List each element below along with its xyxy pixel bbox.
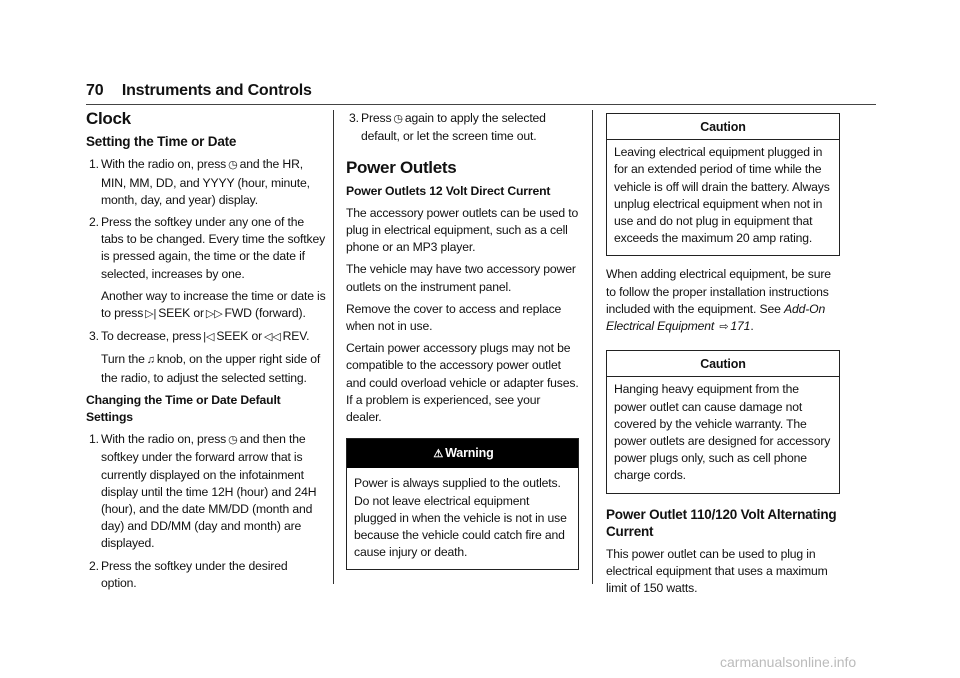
header-rule	[86, 104, 876, 105]
changing-steps	[86, 431, 326, 592]
paragraph: Remove the cover to access and replace when not in use.	[346, 301, 562, 334]
column-divider	[333, 110, 334, 584]
page-header	[86, 82, 886, 100]
setting-steps	[86, 156, 326, 386]
page-number: 70	[86, 82, 104, 99]
paragraph: The vehicle may have two accessory power outlets on the instrument panel.	[346, 262, 576, 294]
paragraph: When adding electrical equipment, be sure to follow the proper installation instructions included with the equipment. See Add-On Electrical Equipment ⇨ 171.	[606, 266, 840, 336]
warning-box	[346, 438, 579, 570]
paragraph: The accessory power outlets can be used to plug in electrical equipment, such as a cell phone or an MP3 player.	[346, 205, 579, 255]
caution-box	[606, 350, 840, 493]
list-item: 3. To decrease, press |◁ SEEK or ◁◁ REV. Turn the ♫ knob, on the upper right side of the radio, to adjust the selected setting.	[89, 329, 321, 385]
clock-title: Clock	[86, 109, 131, 128]
changing-defaults-heading: Changing the Time or Date Default Settings	[86, 392, 281, 425]
list-item: 1. With the radio on, press ◷ and the HR, MIN, MM, DD, and YYYY (hour, minute, month, day, and year) display.	[89, 157, 310, 207]
tune-knob-icon: ♫	[146, 354, 155, 367]
continued-steps	[346, 110, 579, 145]
paragraph: Certain power accessory plugs may not be compatible to the accessory power outlet and could overload vehicle or adapter fuses. If a problem is experienced, see your dealer.	[346, 341, 579, 425]
caution-body: Hanging heavy equipment from the power outlet can cause damage not covered by the vehicle warranty. The power outlets are designed for accessory power plugs only, such as cell phone charge cords.	[614, 382, 831, 483]
clock-icon: ◷	[228, 434, 238, 447]
ac-outlet-heading: Power Outlet 110/120 Volt Alternating Current	[606, 506, 837, 539]
column-1	[86, 110, 326, 597]
fast-forward-icon: ▷▷	[205, 308, 223, 321]
caution-box	[606, 113, 840, 256]
list-item: 3. Press ◷ again to apply the selected default, or let the screen time out.	[349, 111, 546, 144]
add-on-equipment-link[interactable]: Add-On Electrical Equipment	[606, 301, 826, 334]
caution-title: Caution	[607, 114, 839, 140]
column-2	[346, 110, 579, 576]
caution-title: Caution	[607, 351, 839, 377]
page-reference[interactable]: 171	[730, 319, 751, 334]
list-item: 2. Press the softkey under any one of the tabs to be changed. Every time the softkey is pressed again, the time or the date if selected, increases by one. Another way to increase the time or date is to press ▷| SEEK or ▷▷ FWD (forward).	[86, 214, 326, 323]
setting-time-heading: Setting the Time or Date	[86, 134, 237, 150]
clock-icon: ◷	[393, 113, 403, 125]
warning-body: Power is always supplied to the outlets. Do not leave electrical equipment plugged in when the vehicle is not in use because the vehicle could catch fire and cause injury or death.	[354, 476, 567, 560]
section-title: Instruments and Controls	[121, 82, 312, 99]
seek-forward-icon: ▷|	[145, 308, 157, 321]
power-outlets-title: Power Outlets	[346, 158, 457, 178]
paragraph: This power outlet can be used to plug in electrical equipment that uses a maximum limit of 150 watts.	[606, 547, 828, 596]
list-item: 2. Press the softkey under the desired option.	[89, 558, 288, 590]
list-item: 1. With the radio on, press ◷ and then the softkey under the forward arrow that is currently displayed on the infotainment display until the time 12H (hour) and 24H (hour), and the date MM/DD (month and day) and DD/MM (day and month) are displayed.	[89, 432, 317, 551]
warning-triangle-icon: ⚠	[433, 448, 444, 461]
column-3	[606, 110, 840, 603]
seek-back-icon: |◁	[203, 331, 215, 344]
watermark: carmanualsonline.info	[720, 654, 857, 670]
page-reference-icon: ⇨	[719, 321, 729, 334]
clock-icon: ◷	[228, 159, 238, 172]
column-divider	[592, 110, 593, 584]
warning-title: ⚠ Warning	[347, 439, 578, 468]
dc-outlets-heading: Power Outlets 12 Volt Direct Current	[346, 183, 551, 198]
rewind-icon: ◁◁	[264, 331, 281, 344]
caution-body: Leaving electrical equipment plugged in for an extended period of time while the vehicle is off will drain the battery. Always unplug electrical equipment when not in use and do not plug in equipment that exceeds the maximum 20 amp rating.	[614, 145, 830, 246]
